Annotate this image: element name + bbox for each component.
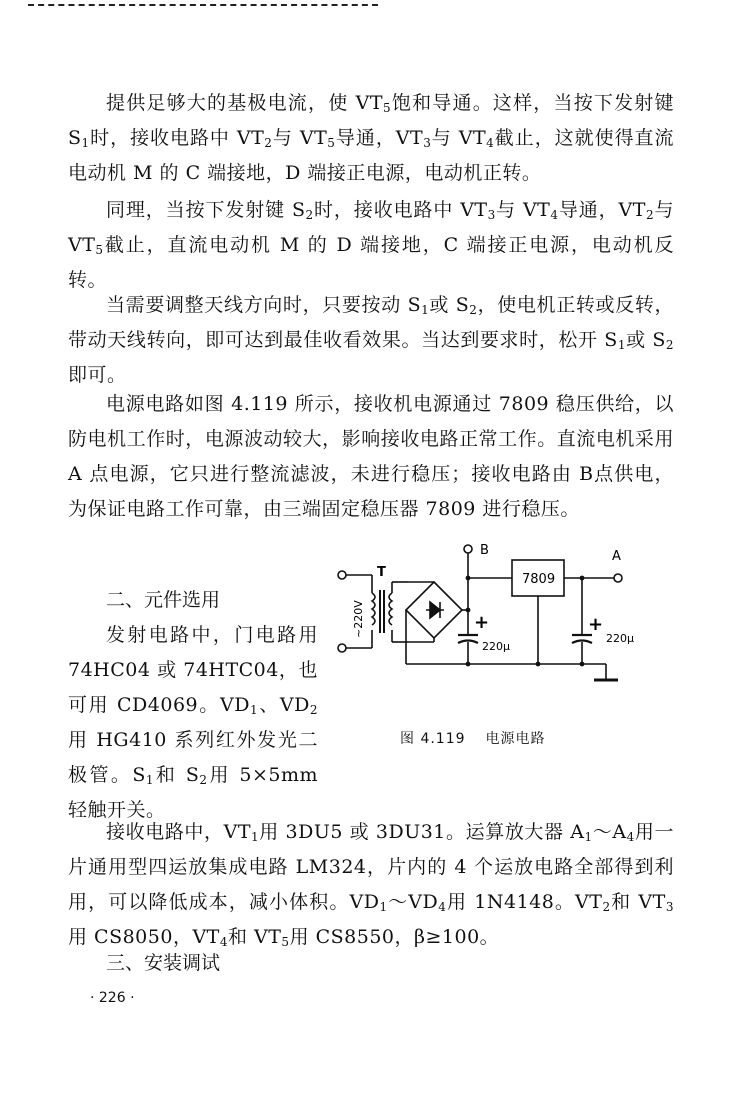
subscript: 1 [81,136,90,150]
subscript: 1 [251,830,260,844]
subscript: 3 [423,136,432,150]
subscript: 4 [438,900,447,914]
cap1-label: 220μ [482,640,510,653]
page-number: · 226 · [90,990,135,1006]
paragraph-4-text: 电源电路如图 4.119 所示，接收机电源通过 7809 稳压供给，以防电机工作时，电源波动较大，影响接收电路正常工作。直流电机采用 A 点电源，它只进行整流滤波，未进行稳压；接收电路由 B点供电，为保证电路工作可靠，由三端固定稳压器 7809 进行稳压。 [68,393,674,520]
transformer-secondary [389,593,392,625]
section-heading-3: 三、安装调试 [106,952,221,974]
terminal-A [614,574,622,582]
subscript: 4 [219,935,228,949]
label-A: A [612,549,621,564]
section-heading-2: 二、元件选用 [106,589,221,611]
subscript: 1 [617,338,626,352]
paragraph-4-wide [68,387,674,527]
subscript: 2 [305,208,314,222]
input-terminal-top [338,571,346,579]
subscript: 1 [421,303,430,317]
subscript: 2 [469,303,478,317]
mains-label: ~220V [352,600,365,638]
subscript: 4 [550,208,559,222]
subscript: 2 [199,773,208,787]
input-terminal-bottom [338,644,346,652]
cap1-plus: + [474,612,490,633]
subscript: 2 [645,208,655,222]
subscript: 3 [665,900,674,914]
paragraph-5: 发射电路中，门电路用 74HC04 或 74HTC04，也可用 CD4069。$VD_1$、$VD_2$用 HG410 系列红外发光二极管。$S_1$和 $S_2$用 5×5mm 轻触开关。 [68,624,318,821]
top-dashed-rule [28,4,378,6]
subscript: 4 [626,830,635,844]
transformer-primary [372,593,375,625]
cap2-label: 220μ [606,632,634,645]
paragraph-6: 接收电路中，$VT_1$用 3DU5 或 3DU31。运算放大器 $A_1\sim A_4$用一片通用型四运放集成电路 LM324，片内的 4 个运放电路全部得到利用，可以降低成本，减小体积。$VD_1\sim VD_4$用 1N4148。$VT_2$和 $VT_3$用 CS8050，$VT_4$和 $VT_5$用 CS8550，β≥100。 [68,821,674,949]
paragraph-1: 提供足够大的基极电流，使 $VT_5$饱和导通。这样，当按下发射键 $S_1$时，接收电路中 $VT_2$与 $VT_5$导通，$VT_3$与 $VT_4$截止，这就使得直流电动机 M 的 C 端接地，D 端接正电源，电动机正转。 [68,92,675,184]
terminal-B [464,545,472,553]
paragraph-3: 当需要调整天线方向时，只要按动 $S_1$或 $S_2$，使电机正转或反转，带动天线转向，即可达到最佳收看效果。当达到要求时，松开 $S_1$或 $S_2$即可。 [68,294,674,386]
figure-caption [400,728,546,748]
label-B: B [480,543,489,558]
subscript: 5 [383,101,392,115]
subscript: 1 [145,773,154,787]
subscript: 1 [584,830,593,844]
subscript: 5 [327,136,336,150]
label-T: T [377,565,386,580]
paragraph-2: 同理，当按下发射键 $S_2$时，接收电路中 $VT_3$与 $VT_4$导通，$VT_2$与 $VT_5$截止，直流电动机 M 的 D 端接地，C 端接正电源，电动机反转。 [68,199,674,291]
diode-symbol [430,602,440,618]
subscript: 3 [487,208,496,222]
cap2-plus: + [588,614,604,635]
figure-title: 电源电路 [485,731,546,747]
subscript: 2 [309,703,318,717]
figure-number: 图 4.119 [400,731,466,747]
subscript: 2 [665,338,674,352]
regulator-label: 7809 [522,572,556,587]
subscript: 4 [486,136,495,150]
subscript: 2 [602,900,611,914]
subscript: 2 [264,136,273,150]
subscript: 5 [95,243,104,257]
power-circuit-diagram [322,538,652,698]
subscript: 1 [379,900,388,914]
subscript: 5 [281,935,290,949]
subscript: 1 [249,703,259,717]
